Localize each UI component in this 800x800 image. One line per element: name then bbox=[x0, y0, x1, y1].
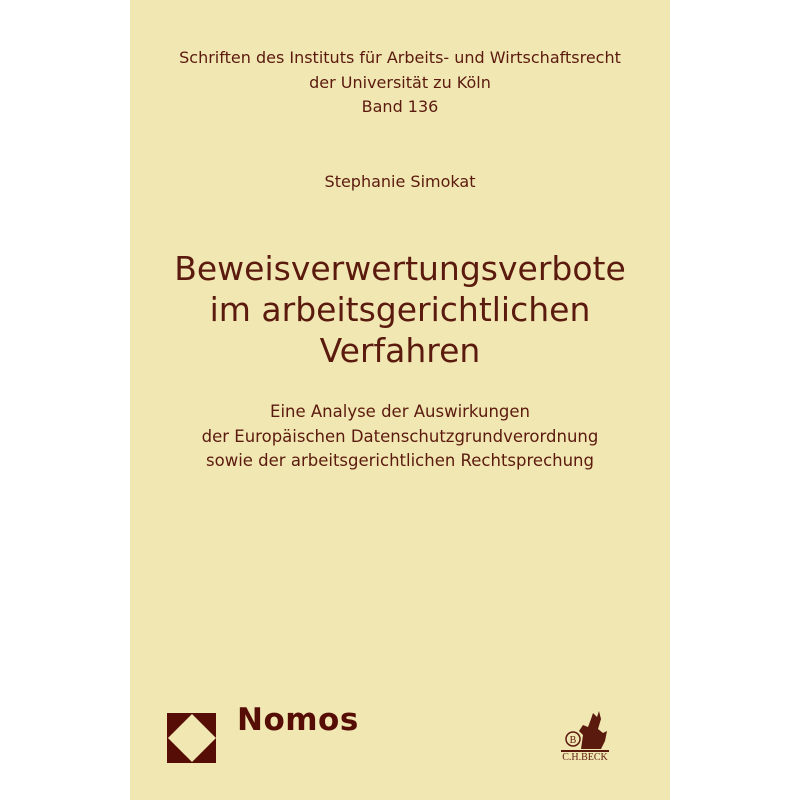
subtitle-line: sowie der arbeitsgerichtlichen Rechtsprechung bbox=[206, 451, 594, 470]
series-line: Schriften des Instituts für Arbeits- und Wirtschaftsrecht bbox=[179, 48, 621, 67]
series-line: der Universität zu Köln bbox=[309, 72, 491, 92]
title-line: Verfahren bbox=[319, 331, 481, 370]
subtitle-line: der Europäischen Datenschutzgrundverordnung bbox=[201, 426, 599, 446]
svg-text:B: B bbox=[569, 735, 577, 746]
griffin-icon bbox=[555, 711, 615, 753]
book-subtitle bbox=[130, 400, 670, 474]
series-volume: Band 136 bbox=[361, 97, 439, 116]
series-info bbox=[130, 46, 670, 120]
book-cover bbox=[130, 0, 670, 800]
beck-logo bbox=[555, 711, 615, 766]
title-line: Beweisverwertungsverbote bbox=[174, 249, 626, 288]
subtitle-line: Eine Analyse der Auswirkungen bbox=[270, 402, 530, 421]
title-line: im arbeitsgerichtlichen bbox=[209, 290, 591, 329]
book-title bbox=[130, 248, 670, 371]
author: Stephanie Simokat bbox=[324, 172, 476, 191]
nomos-logo-icon bbox=[167, 713, 216, 763]
nomos-wordmark: Nomos bbox=[237, 702, 359, 738]
beck-wordmark: C.H.BECK bbox=[562, 752, 608, 763]
